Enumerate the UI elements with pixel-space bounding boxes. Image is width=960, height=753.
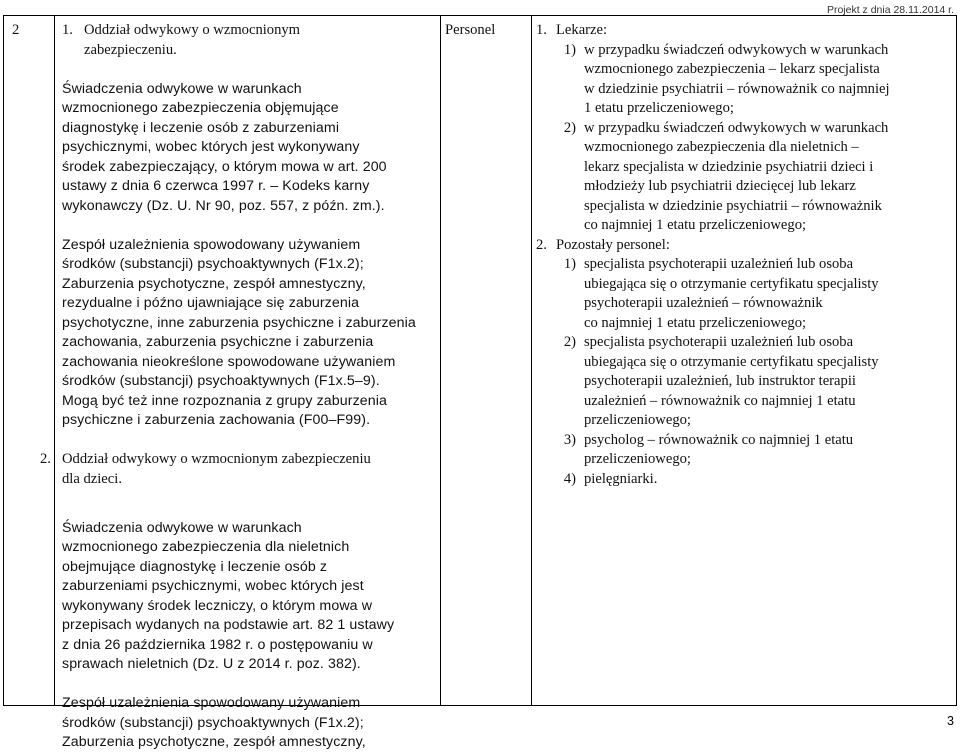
text-line: w przypadku świadczeń odwykowych w warunkach xyxy=(584,41,889,58)
item-text xyxy=(584,333,954,431)
diagnoses-paragraph xyxy=(62,236,440,431)
text-line: wykonawczy (Dz. U. Nr 90, poz. 557, z późn. zm.). xyxy=(62,197,385,214)
page-number: 3 xyxy=(947,714,954,728)
text-line: sprawach nieletnich (Dz. U z 2014 r. poz. 382). xyxy=(62,656,361,672)
item-number: 2) xyxy=(563,119,576,136)
item-text xyxy=(584,470,954,490)
text-line: rezydualne i późno ujawniające się zaburzenia xyxy=(62,295,360,311)
text-line: środek zabezpieczający, o którym mowa w art. 200 xyxy=(62,158,387,175)
text-line: psychiczne i zaburzenia zachowania (F00‒F99). xyxy=(62,412,371,428)
text-line: wzmocnionego zabezpieczenia dla nieletnich ‒ xyxy=(584,139,859,155)
list-item xyxy=(536,119,954,236)
text-line: wykonywany środek leczniczy, o którym mowa w xyxy=(62,597,373,614)
text-line: psychoterapii uzależnień, lub instruktor terapii xyxy=(584,373,856,389)
text-line: środków (substancji) psychoaktywnych (F1x.2); xyxy=(62,714,364,731)
row-number: 2 xyxy=(12,22,20,38)
item-number: 1) xyxy=(563,256,576,272)
section-heading-1 xyxy=(62,21,440,60)
list-item xyxy=(536,41,954,119)
category-cell xyxy=(445,21,535,41)
section-title-line: Oddział odwykowy o wzmocnionym xyxy=(84,22,301,38)
text-line: przeliczeniowego; xyxy=(584,412,691,428)
text-line: zachowania, zaburzenia psychiczne i zaburzenia xyxy=(62,334,374,350)
text-line: w przypadku świadczeń odwykowych w warunkach xyxy=(584,119,889,136)
section-title xyxy=(84,21,440,60)
text-line: specjalista psychoterapii uzależnień lub osoba xyxy=(584,256,854,272)
text-line: ubiegająca się o otrzymanie certyfikatu specjalisty xyxy=(584,353,879,370)
text-line: Świadczenia odwykowe w warunkach xyxy=(62,80,302,97)
services-paragraph xyxy=(62,80,440,217)
text-line: zaburzeniami psychicznymi, wobec których jest xyxy=(62,578,364,594)
text-line: psychicznymi, wobec których jest wykonywany xyxy=(62,139,360,155)
section-title xyxy=(62,450,440,489)
text-line: Mogą być też inne rozpoznania z grupy zaburzenia xyxy=(62,392,387,409)
column-divider xyxy=(54,16,55,705)
text-line: co najmniej 1 etatu przeliczeniowego; xyxy=(584,314,807,331)
section-title-line: Oddział odwykowy o wzmocnionym zabezpieczeniu xyxy=(62,451,371,467)
text-line: specjalista w dziedzinie psychiatrii ‒ równoważnik xyxy=(584,197,882,214)
text-line: wzmocnionego zabezpieczenia dla nieletnich xyxy=(62,539,350,555)
text-line: wzmocnionego zabezpieczenia ‒ lekarz specjalista xyxy=(584,61,880,77)
text-line: Zespół uzależnienia spowodowany używaniem xyxy=(62,695,361,711)
text-line: w dziedzinie psychiatrii ‒ równoważnik co najmniej xyxy=(584,80,890,97)
text-line: uzależnień ‒ równoważnik co najmniej 1 etatu xyxy=(584,392,856,409)
text-line: środków (substancji) psychoaktywnych (F1x.2); xyxy=(62,256,364,272)
text-line: ustawy z dnia 6 czerwca 1997 r. ‒ Kodeks karny xyxy=(62,178,370,194)
group-title: Pozostały personel: xyxy=(556,236,670,253)
text-line: Zespół uzależnienia spowodowany używaniem xyxy=(62,236,361,253)
text-line: psychoterapii uzależnień ‒ równoważnik xyxy=(584,295,823,311)
list-item xyxy=(536,333,954,431)
text-line: ubiegająca się o otrzymanie certyfikatu specjalisty xyxy=(584,275,879,292)
text-line: młodzieży lub psychiatrii dziecięcej lub lekarz xyxy=(584,178,856,194)
requirement-group-doctors xyxy=(536,21,954,41)
group-title: Lekarze: xyxy=(556,22,608,38)
category-label: Personel xyxy=(445,22,496,38)
list-item xyxy=(536,255,954,333)
text-line: psychotyczne, inne zaburzenia psychiczne i zaburzenia xyxy=(62,314,416,331)
services-paragraph xyxy=(62,519,440,675)
column-divider xyxy=(531,16,532,705)
requirements-cell xyxy=(536,21,954,489)
item-number: 4) xyxy=(563,470,576,487)
text-line: obejmujące diagnostykę i leczenie osób z xyxy=(62,558,328,575)
requirements-table xyxy=(3,15,957,750)
text-line: pielęgniarki. xyxy=(584,470,658,487)
item-number: 2) xyxy=(563,334,576,350)
text-line: przepisach wydanych na podstawie art. 82 1 ustawy xyxy=(62,617,395,633)
text-line: z dnia 26 października 1982 r. o postępowaniu w xyxy=(62,636,373,653)
item-text xyxy=(584,431,954,470)
item-text xyxy=(584,41,954,119)
diagnoses-paragraph xyxy=(62,694,440,753)
item-text xyxy=(584,255,954,333)
item-number: 1) xyxy=(563,41,576,58)
text-line: 1 etatu przeliczeniowego; xyxy=(584,100,734,116)
text-line: zachowania nieokreślone spowodowane używaniem xyxy=(62,353,396,370)
text-line: Zaburzenia psychotyczne, zespół amnestyczny, xyxy=(62,275,366,292)
services-description-cell xyxy=(40,21,440,753)
section-number: 2. xyxy=(40,451,51,467)
project-date-note: Projekt z dnia 28.11.2014 r. xyxy=(826,4,954,16)
text-line: co najmniej 1 etatu przeliczeniowego; xyxy=(584,217,807,233)
section-title-line: zabezpieczeniu. xyxy=(84,41,177,58)
requirement-list xyxy=(536,41,954,236)
column-divider xyxy=(440,16,441,705)
text-line: przeliczeniowego; xyxy=(584,451,691,467)
section-title-line: dla dzieci. xyxy=(62,470,122,487)
requirement-list xyxy=(536,255,954,489)
section-heading-2 xyxy=(40,450,440,489)
text-line: lekarz specjalista w dziedzinie psychiatrii dzieci i xyxy=(584,158,874,175)
text-line: Zaburzenia psychotyczne, zespół amnestyczny, xyxy=(62,734,366,750)
group-number: 1. xyxy=(536,22,547,38)
group-number: 2. xyxy=(536,236,547,253)
text-line: Świadczenia odwykowe w warunkach xyxy=(62,519,302,536)
text-line: środków (substancji) psychoaktywnych (F1x.5‒9). xyxy=(62,373,380,389)
text-line: psycholog ‒ równoważnik co najmniej 1 etatu xyxy=(584,431,854,448)
item-number: 3) xyxy=(563,431,576,448)
section-number: 1. xyxy=(62,22,73,38)
list-item xyxy=(536,470,954,490)
text-line: wzmocnionego zabezpieczenia objęmujące xyxy=(62,100,339,116)
text-line: diagnostykę i leczenie osób z zaburzeniami xyxy=(62,119,340,136)
text-line: specjalista psychoterapii uzależnień lub osoba xyxy=(584,334,854,350)
requirement-group-other-staff xyxy=(536,236,954,256)
list-item xyxy=(536,431,954,470)
item-text xyxy=(584,119,954,236)
